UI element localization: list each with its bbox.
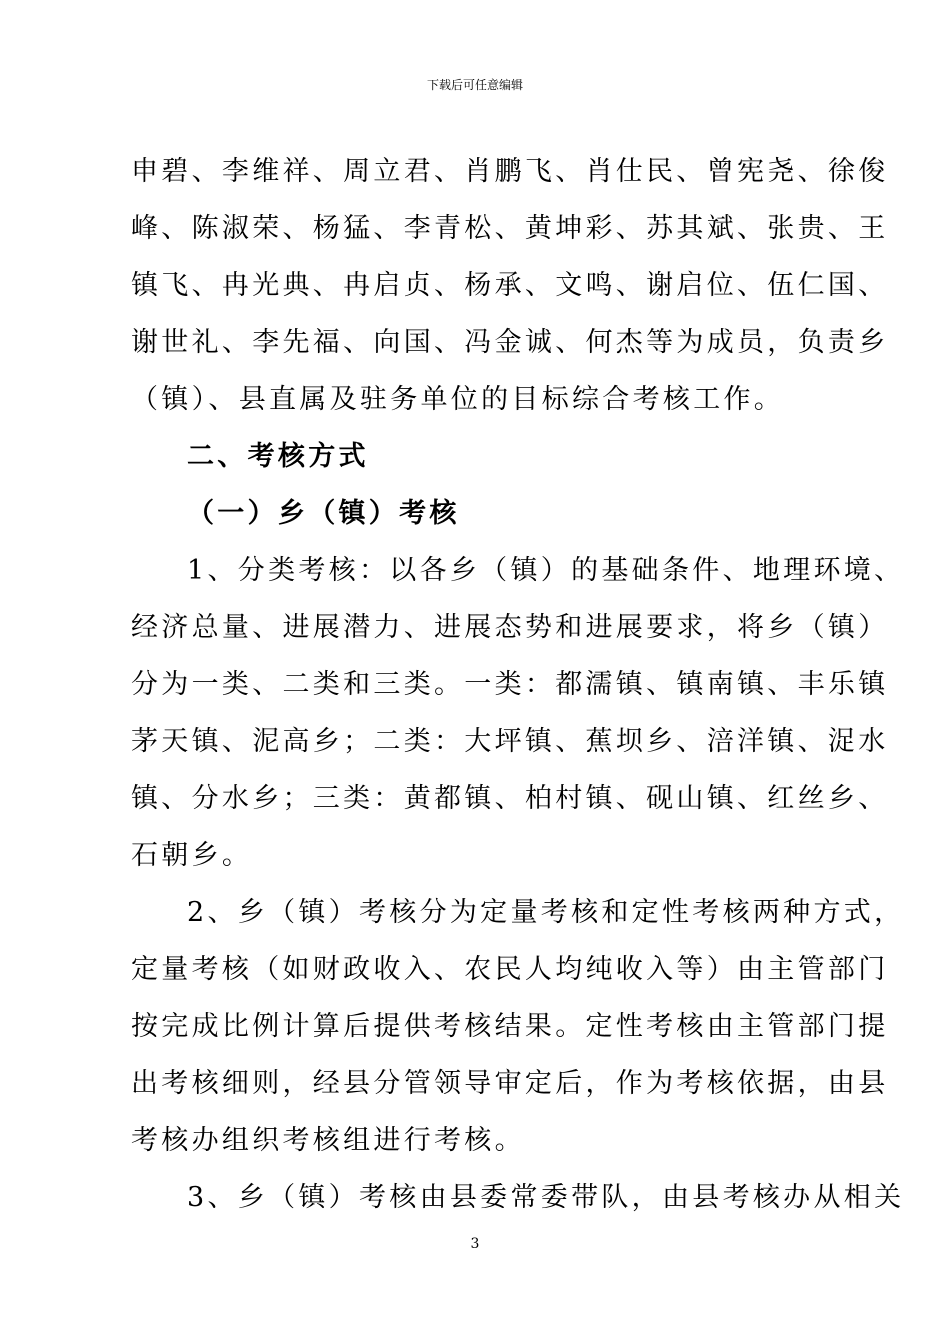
- page-number: 3: [470, 1236, 480, 1252]
- text-line: 镇、分水乡；三类：黄都镇、柏村镇、砚山镇、红丝乡、: [131, 783, 889, 814]
- text-line: 1、分类考核：以各乡（镇）的基础条件、地理环境、: [187, 555, 905, 586]
- text-line: 镇飞、冉光典、冉启贞、杨承、文鸣、谢启位、伍仁国、: [131, 270, 889, 301]
- text-line: 分为一类、二类和三类。一类：都濡镇、镇南镇、丰乐镇: [131, 669, 889, 700]
- text-line: 出考核细则，经县分管领导审定后，作为考核依据，由县: [131, 1068, 889, 1099]
- text-line: 茅天镇、泥高乡；二类：大坪镇、蕉坝乡、涪洋镇、浞水: [131, 726, 889, 757]
- subsection-heading: （一）乡（镇）考核: [187, 498, 460, 529]
- text-line: 考核办组织考核组进行考核。: [131, 1125, 525, 1156]
- text-line: 谢世礼、李先福、向国、冯金诚、何杰等为成员，负责乡: [131, 327, 889, 358]
- text-line: 定量考核（如财政收入、农民人均纯收入等）由主管部门: [131, 954, 889, 985]
- text-line: 申碧、李维祥、周立君、肖鹏飞、肖仕民、曾宪尧、徐俊: [131, 156, 889, 187]
- text-line: 2、乡（镇）考核分为定量考核和定性考核两种方式，: [187, 897, 905, 928]
- section-heading: 二、考核方式: [187, 441, 369, 472]
- text-line: 峰、陈淑荣、杨猛、李青松、黄坤彩、苏其斌、张贵、王: [131, 213, 889, 244]
- page-header: 下载后可任意编辑: [426, 78, 523, 92]
- text-line: 石朝乡。: [131, 840, 253, 871]
- text-line: （镇）、县直属及驻务单位的目标综合考核工作。: [131, 384, 785, 415]
- text-line: 3、乡（镇）考核由县委常委带队，由县考核办从相关: [187, 1182, 905, 1213]
- text-line: 经济总量、进展潜力、进展态势和进展要求，将乡（镇）: [131, 612, 889, 643]
- text-line: 按完成比例计算后提供考核结果。定性考核由主管部门提: [131, 1011, 889, 1042]
